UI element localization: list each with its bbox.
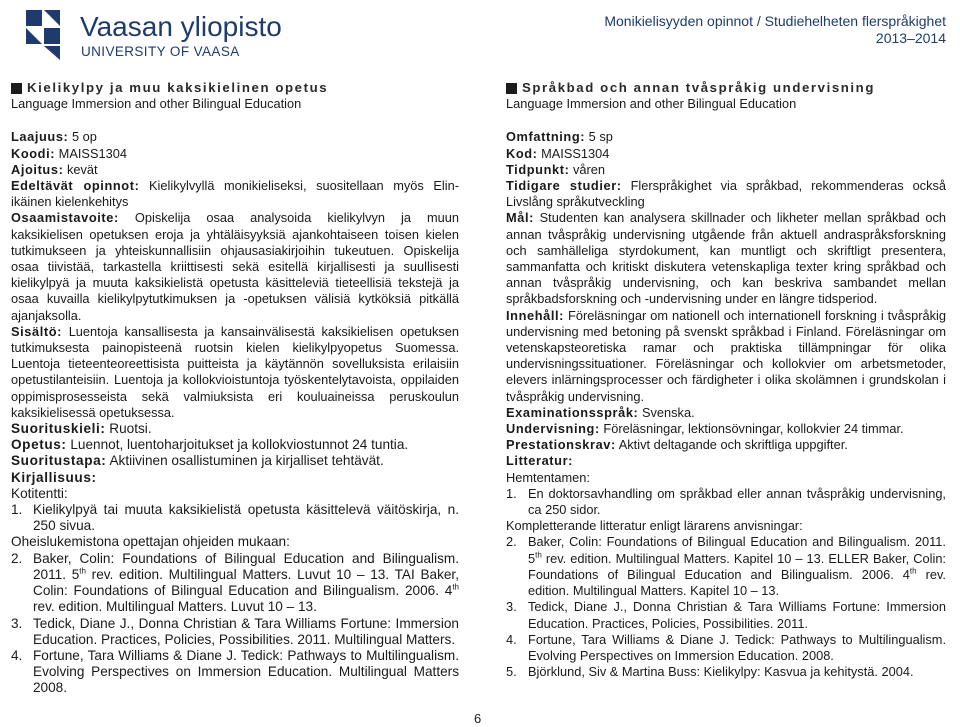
header-title-block bbox=[604, 13, 946, 47]
credits-line bbox=[506, 129, 946, 145]
university-logo bbox=[24, 6, 364, 64]
language-line bbox=[11, 421, 459, 437]
item-number: 1. bbox=[506, 485, 517, 501]
credits-line bbox=[11, 129, 459, 145]
literature-item bbox=[506, 599, 946, 631]
outcomes-label: Osaamistavoite: bbox=[11, 210, 119, 226]
teaching-value: Föreläsningar, lektionsövningar, kollokvier 24 timmar. bbox=[603, 421, 904, 437]
literature-heading bbox=[506, 453, 946, 469]
item-number: 5. bbox=[506, 664, 517, 680]
section-title-text: Språkbad och annan tvåspråkig undervisning bbox=[522, 80, 875, 95]
literature-item bbox=[506, 486, 946, 518]
prerequisites-label: Edeltävät opinnot: bbox=[11, 178, 140, 194]
item-number: 4. bbox=[11, 647, 23, 663]
timing-line bbox=[11, 162, 459, 178]
section-subtitle: Language Immersion and other Bilingual Education bbox=[506, 96, 797, 112]
content bbox=[506, 308, 946, 405]
finnish-course-column bbox=[11, 80, 459, 697]
item-text: Fortune, Tara Williams & Diane J. Tedick: Pathways to Multilingualism. Evolving Perspectives on Immersion Education. 2008. bbox=[528, 631, 946, 663]
code-value: MAISS1304 bbox=[541, 145, 610, 161]
item-number: 2. bbox=[11, 550, 23, 566]
literature-label: Litteratur: bbox=[506, 453, 574, 469]
section-title-text: Kielikylpy ja muu kaksikielinen opetus bbox=[27, 80, 329, 95]
page-header bbox=[0, 0, 960, 68]
item-number: 1. bbox=[11, 502, 23, 518]
item-number: 3. bbox=[11, 615, 23, 631]
supplementary-label: Oheislukemistona opettajan ohjeiden mukaan: bbox=[11, 534, 290, 550]
completion-value: Aktiivinen osallistuminen ja kirjalliset tehtävät. bbox=[109, 453, 384, 469]
prerequisites-value: Flerspråkighet via språkbad, rekommenderas också Livslång språkutveckling bbox=[506, 178, 946, 210]
item-text: Tedick, Diane J., Donna Christian & Tara Williams Fortune: Immersion Education. Practices, Policies, Possibilities. 2011. Multilingual Matters. bbox=[33, 615, 459, 647]
code-value: MAISS1304 bbox=[58, 145, 127, 161]
code-line bbox=[506, 146, 946, 162]
code-label: Koodi: bbox=[11, 145, 56, 161]
completion-label: Suoritustapa: bbox=[11, 453, 107, 469]
completion-value: Aktivt deltagande och skriftliga uppgifter. bbox=[618, 437, 848, 453]
literature-label: Kirjallisuus: bbox=[11, 469, 97, 485]
prerequisites bbox=[11, 178, 459, 210]
item-number: 4. bbox=[506, 631, 517, 647]
section-title bbox=[11, 80, 459, 96]
literature-item bbox=[11, 502, 459, 534]
prerequisites-value: Kielikylvyllä monikieliseksi, suositellaan myös Elin-ikäinen kielenkehitys bbox=[11, 178, 459, 210]
timing-line bbox=[506, 162, 946, 178]
item-text: Tedick, Diane J., Donna Christian & Tara Williams Fortune: Immersion Education. Practices, Policies, Possibilities. 2011. bbox=[528, 599, 946, 631]
item-text: Björklund, Siv & Martina Buss: Kielikylpy: Kasvua ja kehitystä. 2004. bbox=[528, 664, 914, 680]
language-label: Examinationsspråk: bbox=[506, 404, 639, 420]
content-value: Luentoja kansallisesta ja kansainvälisestä kaksikielisen opetuksen tutkimuksesta painopisteenä ruotsin kielen kielikylpyopetus Suomessa. Luentoja tieteenteoreettisista puitteista ja käytännön sovelluksista erilaisiin opetustilanteisiin. Luentoja ja kollokvioistuntoja työskentelytavoista, oppilaiden oppimisprosesseista sekä valmiuksista eri kouluaineissa peruskoulun kaksikielisessä opetuksessa. bbox=[11, 323, 460, 420]
language-label: Suorituskieli: bbox=[11, 421, 106, 437]
completion-line bbox=[506, 437, 946, 453]
home-exam-label: Kotitentti: bbox=[11, 485, 68, 501]
header-title: Monikielisyyden opinnot / Studiehelheten flerspråkighet bbox=[604, 13, 946, 29]
timing-label: Tidpunkt: bbox=[506, 161, 570, 177]
literature-heading bbox=[11, 470, 459, 486]
literature-item bbox=[506, 664, 946, 680]
outcomes-value: Studenten kan analysera skillnader och likheter mellan språkbad och annan tvåspråkig undervisning utgående från aktuell andraspråksforskning och samhälleliga styrdokument, kan muntligt och skriftligt presentera, sammanfatta och kritiskt diskutera vetenskapliga texter kring språkbad och annan tvåspråkig undervisning, och kan beskriva sambandet mellan språkbadsforskning och -undervisning under en längre tidsperiod. bbox=[506, 210, 946, 307]
square-bullet-icon bbox=[506, 83, 517, 94]
page-number: 6 bbox=[474, 711, 482, 726]
item-number: 2. bbox=[506, 534, 517, 550]
item-text: Baker, Colin: Foundations of Bilingual Education and Bilingualism. 2011. 5th rev. edition. Multilingual Matters. Kapitel 10 – 13. ELLER Baker, Colin: Foundations of Bilingual Education and Bilingualism. 2006. 4th rev. edition. Multilingual Matters. Kapitel 10 – 13. bbox=[528, 534, 946, 599]
section-subtitle: Language Immersion and other Bilingual Education bbox=[11, 96, 302, 112]
item-text: Fortune, Tara Williams & Diane J. Tedick: Pathways to Multilingualism. Evolving Perspectives on Immersion Education. Multilingual Matters 2008. bbox=[33, 647, 459, 696]
logo-sub: UNIVERSITY OF VAASA bbox=[81, 44, 240, 59]
teaching-line bbox=[506, 421, 946, 437]
completion-line bbox=[11, 453, 459, 469]
outcomes-label: Mål: bbox=[506, 210, 534, 226]
item-number: 3. bbox=[506, 599, 517, 615]
item-text: En doktorsavhandling om språkbad eller annan tvåspråkig undervisning, ca 250 sidor. bbox=[528, 485, 946, 518]
teaching-line bbox=[11, 437, 459, 453]
header-years: 2013–2014 bbox=[875, 30, 946, 46]
teaching-label: Undervisning: bbox=[506, 421, 600, 437]
swedish-course-column bbox=[506, 80, 946, 680]
timing-value: våren bbox=[573, 161, 606, 177]
literature-item bbox=[506, 534, 946, 599]
content-label: Innehåll: bbox=[506, 307, 565, 323]
credits-label: Laajuus: bbox=[11, 129, 69, 145]
credits-value: 5 op bbox=[71, 129, 97, 145]
prerequisites bbox=[506, 178, 946, 210]
literature-item bbox=[11, 551, 459, 616]
content-value: Föreläsningar om nationell och internationell forskning i tvåspråkig undervisning med betoning på svenskt språkbad i Finland. Föreläsningar om vetenskapsteoretiska ramar och praktiska tillämpningar för olika undervisningssituationer. Föreläsningar och kollokvier om arbetsmetoder, elevers inlärningsprocesser och färdigheter i olika skolämnen i grundskolan i tvåspråkig undervisning. bbox=[506, 307, 946, 404]
logo-name: Vaasan yliopisto bbox=[80, 11, 282, 42]
teaching-label: Opetus: bbox=[11, 437, 67, 453]
credits-label: Omfattning: bbox=[506, 129, 586, 145]
learning-outcomes bbox=[11, 210, 459, 323]
item-text: Baker, Colin: Foundations of Bilingual Education and Bilingualism. 2011. 5th rev. edition. Multilingual Matters. Luvut 10 – 13. TAI Baker, Colin: Foundations of Bilingual Education and Bilingualism. 2006. 4th rev. edition. Multilingual Matters. Luvut 10 – 13. bbox=[33, 550, 459, 615]
prerequisites-label: Tidigare studier: bbox=[506, 178, 622, 194]
supplementary-label: Kompletterande litteratur enligt lärarens anvisningar: bbox=[506, 518, 803, 534]
timing-label: Ajoitus: bbox=[11, 161, 64, 177]
square-bullet-icon bbox=[11, 83, 22, 94]
language-line bbox=[506, 405, 946, 421]
content bbox=[11, 324, 459, 421]
language-value: Svenska. bbox=[641, 404, 695, 420]
home-exam-label: Hemtentamen: bbox=[506, 469, 590, 485]
language-value: Ruotsi. bbox=[109, 421, 152, 437]
learning-outcomes bbox=[506, 210, 946, 307]
code-line bbox=[11, 146, 459, 162]
teaching-value: Luennot, luentoharjoitukset ja kollokviostunnot 24 tuntia. bbox=[70, 437, 409, 453]
outcomes-value: Opiskelija osaa analysoida kielikylvyn ja muun kaksikielisen opetuksen eroja ja yhtäläisyyksiä ajankohtaiseen toisen kielen tutkimukseen ja yhteiskunnallisiin ohjausasiakirjoihin tukeutuen. Opiskelija osaa tiivistää, tarkastella kriittisesti sekä esitellä kirjallisesti ja suullisesti kielikylpyä ja muuta kaksikielistä opetusta käsitteleviä tieteellisiä tekstejä ja osaa kuvailla kielikylpytutkimuksen ja -opetuksen välisiä kytköksiä pitkällä ajanjaksolla. bbox=[11, 210, 459, 323]
section-title bbox=[506, 80, 946, 96]
literature-item bbox=[11, 648, 459, 697]
item-text: Kielikylpyä tai muuta kaksikielistä opetusta käsittelevä väitöskirja, n. 250 sivua. bbox=[33, 502, 459, 534]
code-label: Kod: bbox=[506, 145, 538, 161]
literature-item bbox=[11, 616, 459, 648]
content-label: Sisältö: bbox=[11, 323, 63, 339]
timing-value: kevät bbox=[67, 161, 98, 177]
literature-item bbox=[506, 632, 946, 664]
credits-value: 5 sp bbox=[588, 129, 613, 145]
completion-label: Prestationskrav: bbox=[506, 437, 616, 453]
